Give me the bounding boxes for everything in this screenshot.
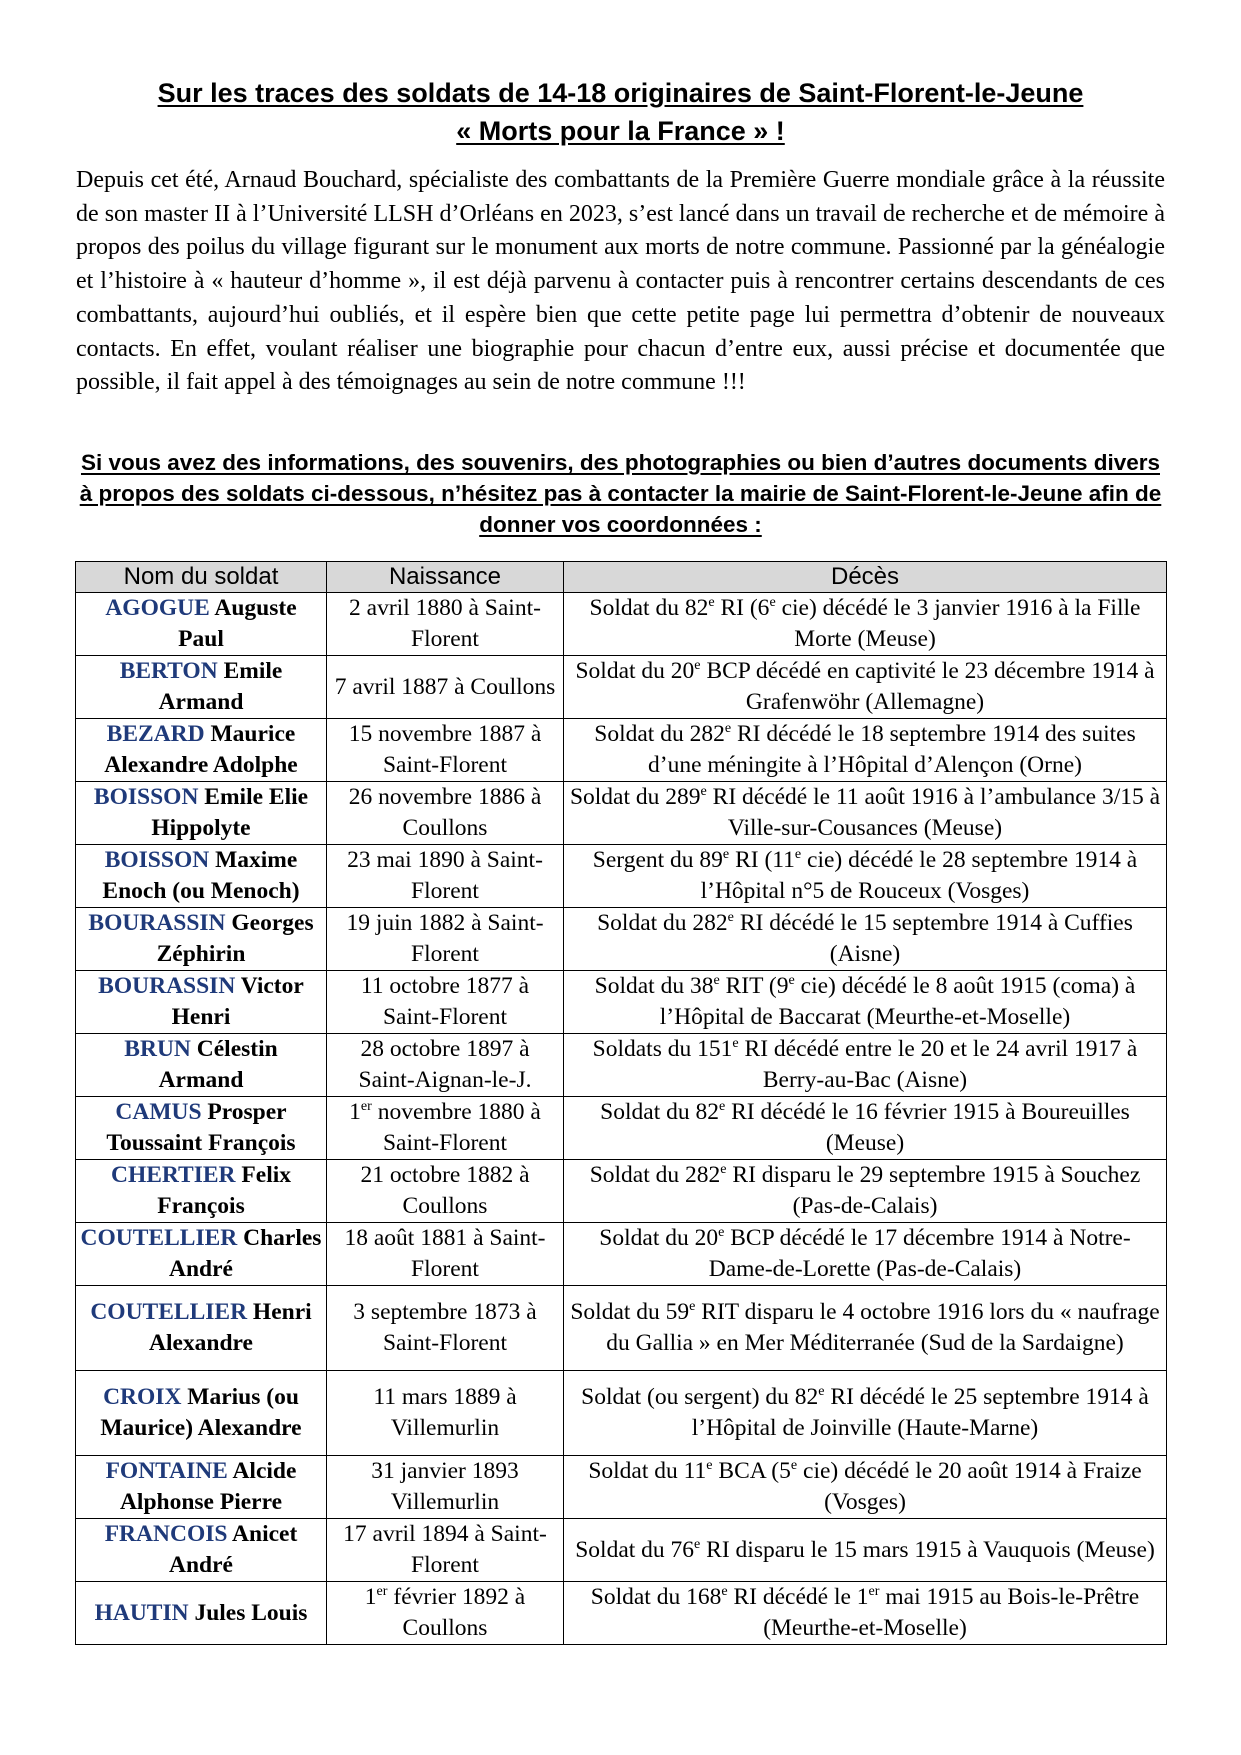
table-row (76, 908, 1167, 971)
birth-cell: 18 août 1881 à Saint-Florent (327, 1223, 564, 1286)
soldier-given-names: Henri Alexandre (148, 1299, 312, 1356)
death-cell: Soldat du 20e BCP décédé en captivité le 23 décembre 1914 à Grafenwöhr (Allemagne) (564, 656, 1167, 719)
soldier-name-cell (76, 845, 327, 908)
birth-cell: 31 janvier 1893 Villemurlin (327, 1456, 564, 1519)
birth-cell: 21 octobre 1882 à Coullons (327, 1160, 564, 1223)
soldier-surname: FONTAINE (105, 1458, 228, 1484)
table-row (76, 656, 1167, 719)
soldier-surname: BOURASSIN (98, 973, 236, 999)
soldier-surname: COUTELLIER (90, 1299, 248, 1325)
soldier-surname: BOURASSIN (88, 910, 226, 936)
soldier-given-names: Emile Armand (158, 658, 283, 715)
soldier-name-cell (76, 1097, 327, 1160)
death-cell: Soldat du 38e RIT (9e cie) décédé le 8 août 1915 (coma) à l’Hôpital de Baccarat (Meurthe-et-Moselle) (564, 971, 1167, 1034)
soldier-given-names: Charles André (169, 1225, 322, 1282)
soldier-surname: AGOGUE (105, 595, 210, 621)
soldier-given-names: Célestin Armand (158, 1036, 278, 1093)
soldier-given-names: Anicet André (169, 1521, 298, 1578)
soldier-surname: FRANCOIS (104, 1521, 228, 1547)
birth-cell: 3 septembre 1873 à Saint-Florent (327, 1286, 564, 1371)
death-cell: Soldat du 82e RI (6e cie) décédé le 3 janvier 1916 à la Fille Morte (Meuse) (564, 593, 1167, 656)
soldier-surname: BRUN (124, 1036, 191, 1062)
soldier-name-cell (76, 1286, 327, 1371)
table-row (76, 719, 1167, 782)
soldier-surname: CROIX (103, 1384, 182, 1410)
table-row (76, 1034, 1167, 1097)
soldier-name-cell (76, 782, 327, 845)
table-row (76, 971, 1167, 1034)
soldier-surname: CAMUS (115, 1099, 202, 1125)
soldier-given-names: Felix François (157, 1162, 291, 1219)
intro-paragraph: Depuis cet été, Arnaud Bouchard, spécialiste des combattants de la Première Guerre mondiale grâce à la réussite de son master II à l’Université LLSH d’Orléans en 2023, s’est lancé dans un travail de recherche et de mémoire à propos des poilus du village figurant sur le monument aux morts de notre commune. Passionné par la généalogie et l’histoire à « hauteur d’homme », il est déjà parvenu à contacter puis à rencontrer certains descendants de ces combattants, aujourd’hui oubliés, et il espère bien que cette petite page lui permettra d’obtenir de nouveaux contacts. En effet, voulant réaliser une biographie pour chacun d’entre eux, aussi précise et documentée que possible, il fait appel à des témoignages au sein de notre commune !!! (76, 167, 1165, 396)
soldier-name-cell (76, 593, 327, 656)
birth-cell: 19 juin 1882 à Saint-Florent (327, 908, 564, 971)
soldiers-table (75, 561, 1167, 1645)
birth-cell: 23 mai 1890 à Saint-Florent (327, 845, 564, 908)
table-row (76, 1519, 1167, 1582)
table-row (76, 1097, 1167, 1160)
soldier-name-cell (76, 656, 327, 719)
soldier-given-names: Georges Zéphirin (156, 910, 314, 967)
table-row (76, 1582, 1167, 1645)
soldier-name-cell (76, 1223, 327, 1286)
soldier-name-cell (76, 1160, 327, 1223)
death-cell: Soldat du 11e BCA (5e cie) décédé le 20 août 1914 à Fraize (Vosges) (564, 1456, 1167, 1519)
table-row (76, 1286, 1167, 1371)
death-cell: Soldat du 282e RI décédé le 18 septembre 1914 des suites d’une méningite à l’Hôpital d’Alençon (Orne) (564, 719, 1167, 782)
title-line-2: « Morts pour la France » ! (456, 116, 785, 146)
table-row (76, 782, 1167, 845)
appeal-text: Si vous avez des informations, des souvenirs, des photographies ou bien d’autres documents divers à propos des soldats ci-dessous, n’hésitez pas à contacter la mairie de Saint-Florent-le-Jeune afin de donner vos coordonnées : (79, 450, 1162, 537)
soldier-surname: CHERTIER (110, 1162, 236, 1188)
death-cell: Soldat du 20e BCP décédé le 17 décembre 1914 à Notre-Dame-de-Lorette (Pas-de-Calais) (564, 1223, 1167, 1286)
death-cell: Sergent du 89e RI (11e cie) décédé le 28 septembre 1914 à l’Hôpital n°5 de Rouceux (Vosges) (564, 845, 1167, 908)
soldier-surname: HAUTIN (94, 1599, 189, 1626)
soldier-given-names: Marius (ou Maurice) Alexandre (100, 1384, 302, 1441)
soldier-surname: COUTELLIER (80, 1225, 238, 1251)
death-cell: Soldat du 59e RIT disparu le 4 octobre 1916 lors du « naufrage du Gallia » en Mer Méditerranée (Sud de la Sardaigne) (564, 1286, 1167, 1371)
soldier-given-names: Victor Henri (171, 973, 304, 1030)
table-row (76, 1456, 1167, 1519)
soldier-given-names: Auguste Paul (178, 595, 297, 652)
soldier-name-cell (76, 908, 327, 971)
soldier-name-cell (76, 719, 327, 782)
birth-cell: 1er novembre 1880 à Saint-Florent (327, 1097, 564, 1160)
table-header-row (76, 562, 1167, 593)
death-cell: Soldat du 76e RI disparu le 15 mars 1915 à Vauquois (Meuse) (564, 1519, 1167, 1582)
soldier-given-names: Alcide Alphonse Pierre (119, 1458, 297, 1515)
header-name: Nom du soldat (76, 562, 327, 593)
birth-cell: 7 avril 1887 à Coullons (327, 656, 564, 719)
birth-cell: 1er février 1892 à Coullons (327, 1582, 564, 1645)
soldier-name-cell (76, 1034, 327, 1097)
soldier-name-cell (76, 1371, 327, 1456)
birth-cell: 15 novembre 1887 à Saint-Florent (327, 719, 564, 782)
table-row (76, 593, 1167, 656)
table-row (76, 1371, 1167, 1456)
table-row (76, 1160, 1167, 1223)
soldier-name-cell (76, 1456, 327, 1519)
soldier-given-names: Jules Louis (194, 1599, 308, 1626)
death-cell: Soldat du 282e RI disparu le 29 septembre 1915 à Souchez (Pas-de-Calais) (564, 1160, 1167, 1223)
soldier-name-cell (76, 1519, 327, 1582)
soldier-surname: BERTON (119, 658, 218, 684)
death-cell: Soldat du 289e RI décédé le 11 août 1916 à l’ambulance 3/15 à Ville-sur-Cousances (Meuse) (564, 782, 1167, 845)
death-cell: Soldat du 168e RI décédé le 1er mai 1915 au Bois-le-Prêtre (Meurthe-et-Moselle) (564, 1582, 1167, 1645)
soldier-surname: BEZARD (106, 721, 205, 747)
soldier-surname: BOISSON (93, 784, 199, 810)
death-cell: Soldat du 82e RI décédé le 16 février 1915 à Boureuilles (Meuse) (564, 1097, 1167, 1160)
birth-cell: 17 avril 1894 à Saint-Florent (327, 1519, 564, 1582)
table-row (76, 845, 1167, 908)
soldier-surname: BOISSON (104, 847, 210, 873)
soldier-given-names: Maxime Enoch (ou Menoch) (102, 847, 300, 904)
birth-cell: 11 mars 1889 à Villemurlin (327, 1371, 564, 1456)
birth-cell: 11 octobre 1877 à Saint-Florent (327, 971, 564, 1034)
death-cell: Soldat du 282e RI décédé le 15 septembre 1914 à Cuffies (Aisne) (564, 908, 1167, 971)
title-line-1: Sur les traces des soldats de 14-18 originaires de Saint-Florent-le-Jeune (157, 78, 1084, 108)
soldier-given-names: Maurice Alexandre Adolphe (104, 721, 298, 778)
death-cell: Soldats du 151e RI décédé entre le 20 et le 24 avril 1917 à Berry-au-Bac (Aisne) (564, 1034, 1167, 1097)
birth-cell: 28 octobre 1897 à Saint-Aignan-le-J. (327, 1034, 564, 1097)
header-birth: Naissance (327, 562, 564, 593)
page-title (0, 74, 1241, 150)
soldier-name-cell (76, 971, 327, 1034)
soldier-given-names: Prosper Toussaint François (106, 1099, 296, 1156)
death-cell: Soldat (ou sergent) du 82e RI décédé le 25 septembre 1914 à l’Hôpital de Joinville (Haute-Marne) (564, 1371, 1167, 1456)
birth-cell: 2 avril 1880 à Saint-Florent (327, 593, 564, 656)
soldier-given-names: Emile Elie Hippolyte (151, 784, 309, 841)
table-row (76, 1223, 1167, 1286)
soldier-name-cell (76, 1582, 327, 1645)
appeal-paragraph (76, 447, 1165, 540)
header-death: Décès (564, 562, 1167, 593)
birth-cell: 26 novembre 1886 à Coullons (327, 782, 564, 845)
